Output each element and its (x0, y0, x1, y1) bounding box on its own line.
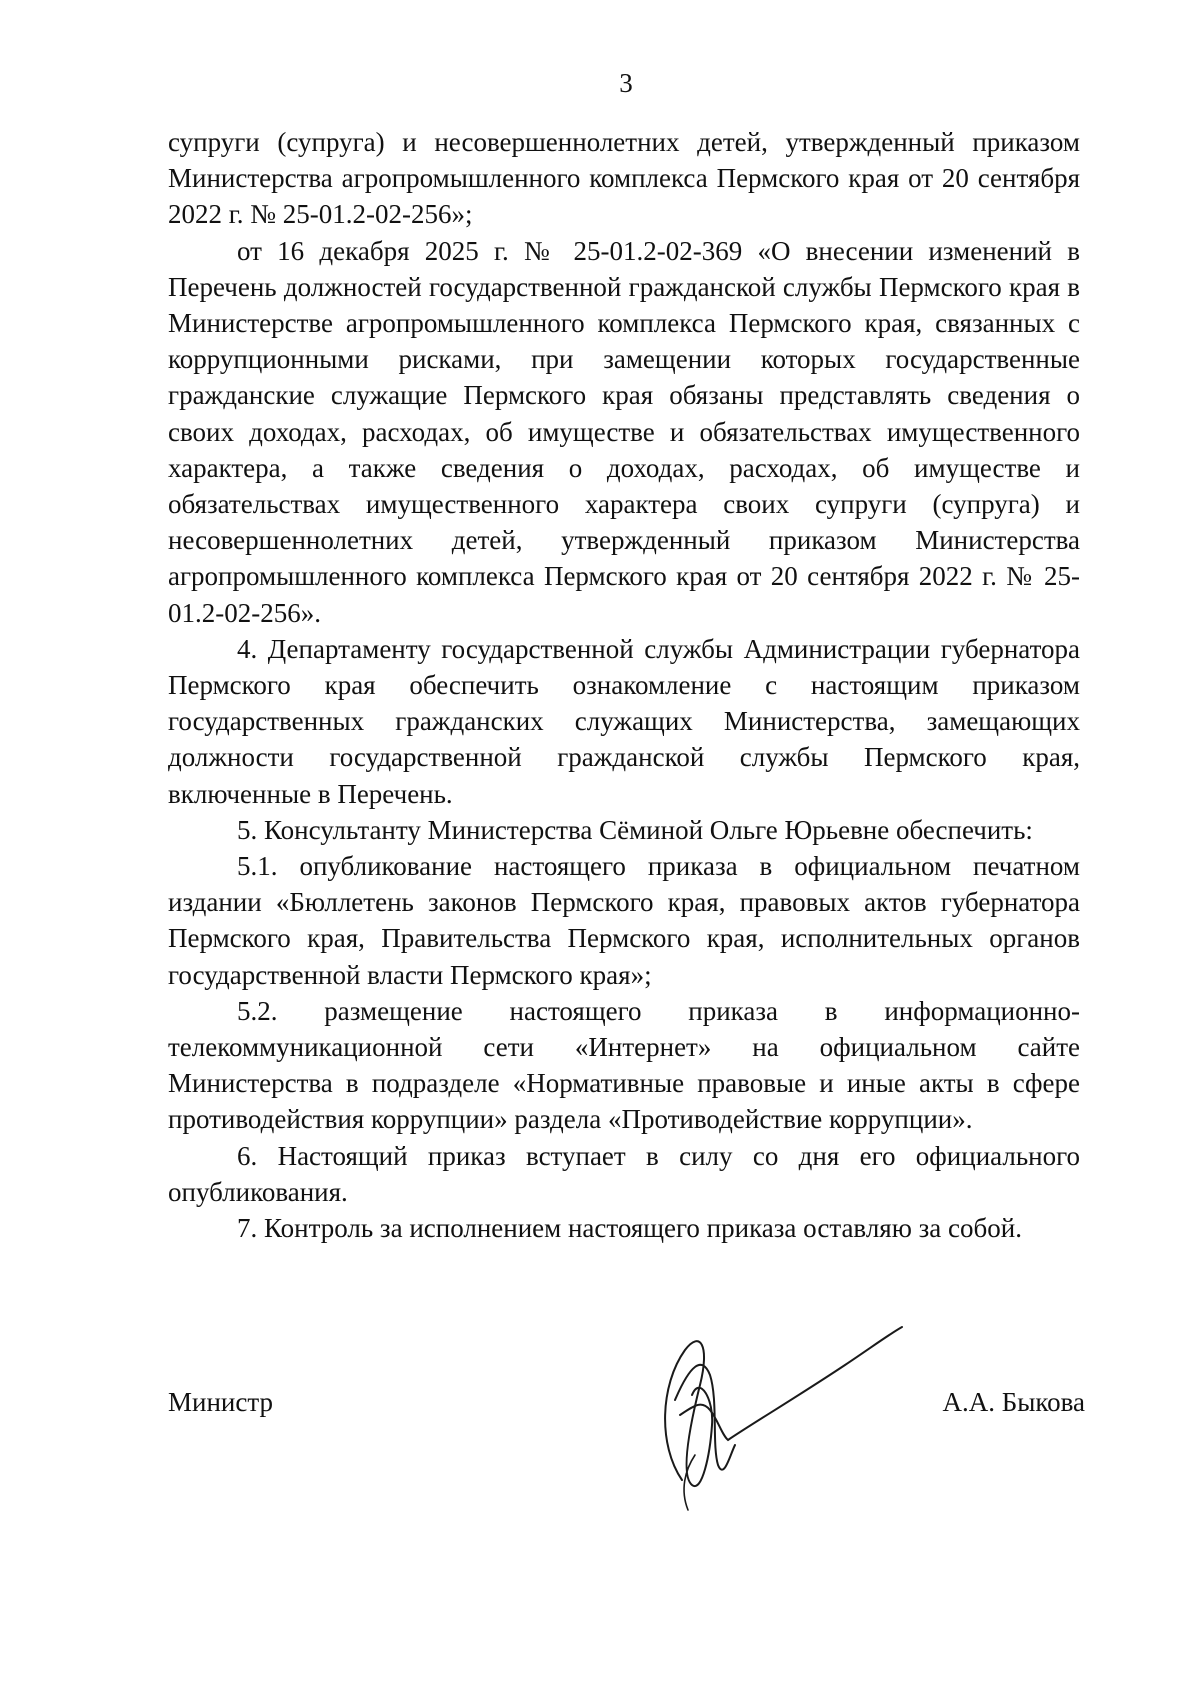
paragraph-item-5-2: 5.2. размещение настоящего приказа в информационно-телекоммуникационной сети «Интернет» на официальном сайте Министерства в подразделе «Нормативные правовые и иные акты в сфере противодействия коррупции» раздела «Противодействие коррупции». (168, 995, 1080, 1135)
paragraph-item-7: 7. Контроль за исполнением настоящего приказа оставляю за собой. (237, 1213, 1022, 1244)
paragraph-item-5: 5. Консультанту Министерства Сёминой Ольге Юрьевне обеспечить: (237, 814, 1033, 845)
paragraph-item-6: 6. Настоящий приказ вступает в силу со дня его официального опубликования. (168, 1140, 1080, 1207)
paragraph-item-4: 4. Департаменту государственной службы Администрации губернатора Пермского края обеспечить ознакомление с настоящим приказом государственных гражданских служащих Министерства, замещающих должности государственной гражданской службы Пермского края, включенные в Перечень. (168, 633, 1080, 809)
page-number: 3 (619, 68, 633, 98)
signatory-position: Министр (168, 1387, 273, 1417)
paragraph-item-5-1: 5.1. опубликование настоящего приказа в официальном печатном издании «Бюллетень законов Пермского края, правовых актов губернатора Пермского края, Правительства Пермского края, исполнительных органов государственной власти Пермского края»; (168, 851, 1080, 990)
signatory-name: А.А. Быкова (942, 1387, 1085, 1417)
paragraph-order-amendment: от 16 декабря 2025 г. № 25-01.2-02-369 «О внесении изменений в Перечень должностей государственной гражданской службы Пермского края в Министерстве агропромышленного комплекса Пермского края, связанных с коррупционными рисками, при замещении которых государственные гражданские служащие Пермского края обязаны представлять сведения о своих доходах, расходах, об имуществе и обязательствах имущественного характера, а также сведения о доходах, расходах, об имуществе и обязательствах имущественного характера своих супруги (супруга) и несовершеннолетних детей, утвержденный приказом Министерства агропромышленного комплекса Пермского края от 20 сентября 2022 г. № 25-01.2-02-256». (168, 235, 1080, 628)
document-body (168, 124, 1080, 1246)
handwritten-signature (640, 1305, 960, 1535)
paragraph-continuation: супруги (супруга) и несовершеннолетних детей, утвержденный приказом Министерства агропромышленного комплекса Пермского края от 20 сентября 2022 г. № 25-01.2-02-256»; (168, 127, 1080, 230)
